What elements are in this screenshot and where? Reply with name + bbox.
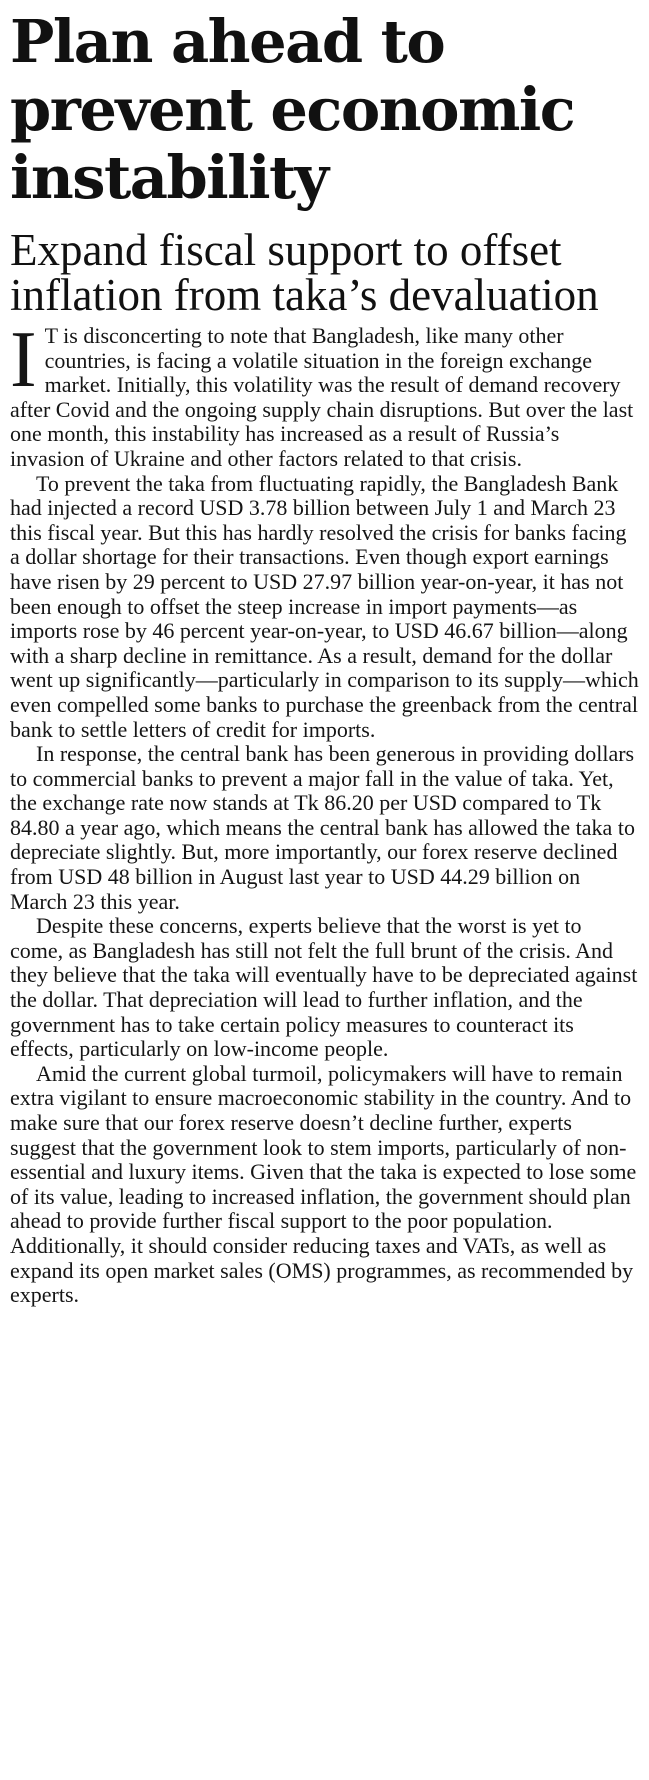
paragraph-5: Amid the current global turmoil, policymakers will have to remain extra vigilant to ensure macroeconomic stability in the country. And to make sure that our forex reserve doesn’t decline further, experts suggest that the government look to stem imports, particularly of non-essential and luxury items. Given that the taka is expected to lose some of its value, leading to increased inflation, the government should plan ahead to provide further fiscal support to the poor population. Additionally, it should consider reducing taxes and VATs, as well as expand its open market sales (OMS) programmes, as recommended by experts. [10,1060,637,1308]
paragraph-1 [10,316,639,472]
drop-cap: I [10,316,37,404]
article-body [10,316,639,1308]
paragraph-4: Despite these concerns, experts believe that the worst is yet to come, as Bangladesh has still not felt the full brunt of the crisis. And they believe that the taka will eventually have to be depreciated against the dollar. That depreciation will lead to further inflation, and the government has to take certain policy measures to counteract its effects, particularly on low-income people. [10,913,638,1062]
paragraph-3: In response, the central bank has been generous in providing dollars to commercial banks to prevent a major fall in the value of taka. Yet, the exchange rate now stands at Tk 86.20 per USD compared to Tk 84.80 a year ago, which means the central bank has allowed the taka to depreciate slightly. But, more importantly, our forex reserve declined from USD 48 billion in August last year to USD 44.29 billion on March 23 this year. [10,741,635,914]
subheadline: Expand fiscal support to offset inflation from taka’s devaluation [10,225,599,320]
headline: Plan ahead to prevent economic instability [10,7,575,212]
paragraph-1-text: T is disconcerting to note that Bangladesh, like many other countries, is facing a volatile situation in the foreign exchange market. Initially, this volatility was the result of demand recovery after Covid and the ongoing supply chain disruptions. But over the last one month, this instability has increased as a result of Russia’s invasion of Ukraine and other factors related to that crisis. [10,323,634,471]
paragraph-2: To prevent the taka from fluctuating rapidly, the Bangladesh Bank had injected a record USD 3.78 billion between July 1 and March 23 this fiscal year. But this has hardly resolved the crisis for banks facing a dollar shortage for their transactions. Even though export earnings have risen by 29 percent to USD 27.97 billion year-on-year, it has not been enough to offset the steep increase in import payments—as imports rose by 46 percent year-on-year, to USD 46.67 billion—along with a sharp decline in remittance. As a result, demand for the dollar went up significantly—particularly in comparison to its supply—which even compelled some banks to purchase the greenback from the central bank to settle letters of credit for imports. [10,470,639,742]
